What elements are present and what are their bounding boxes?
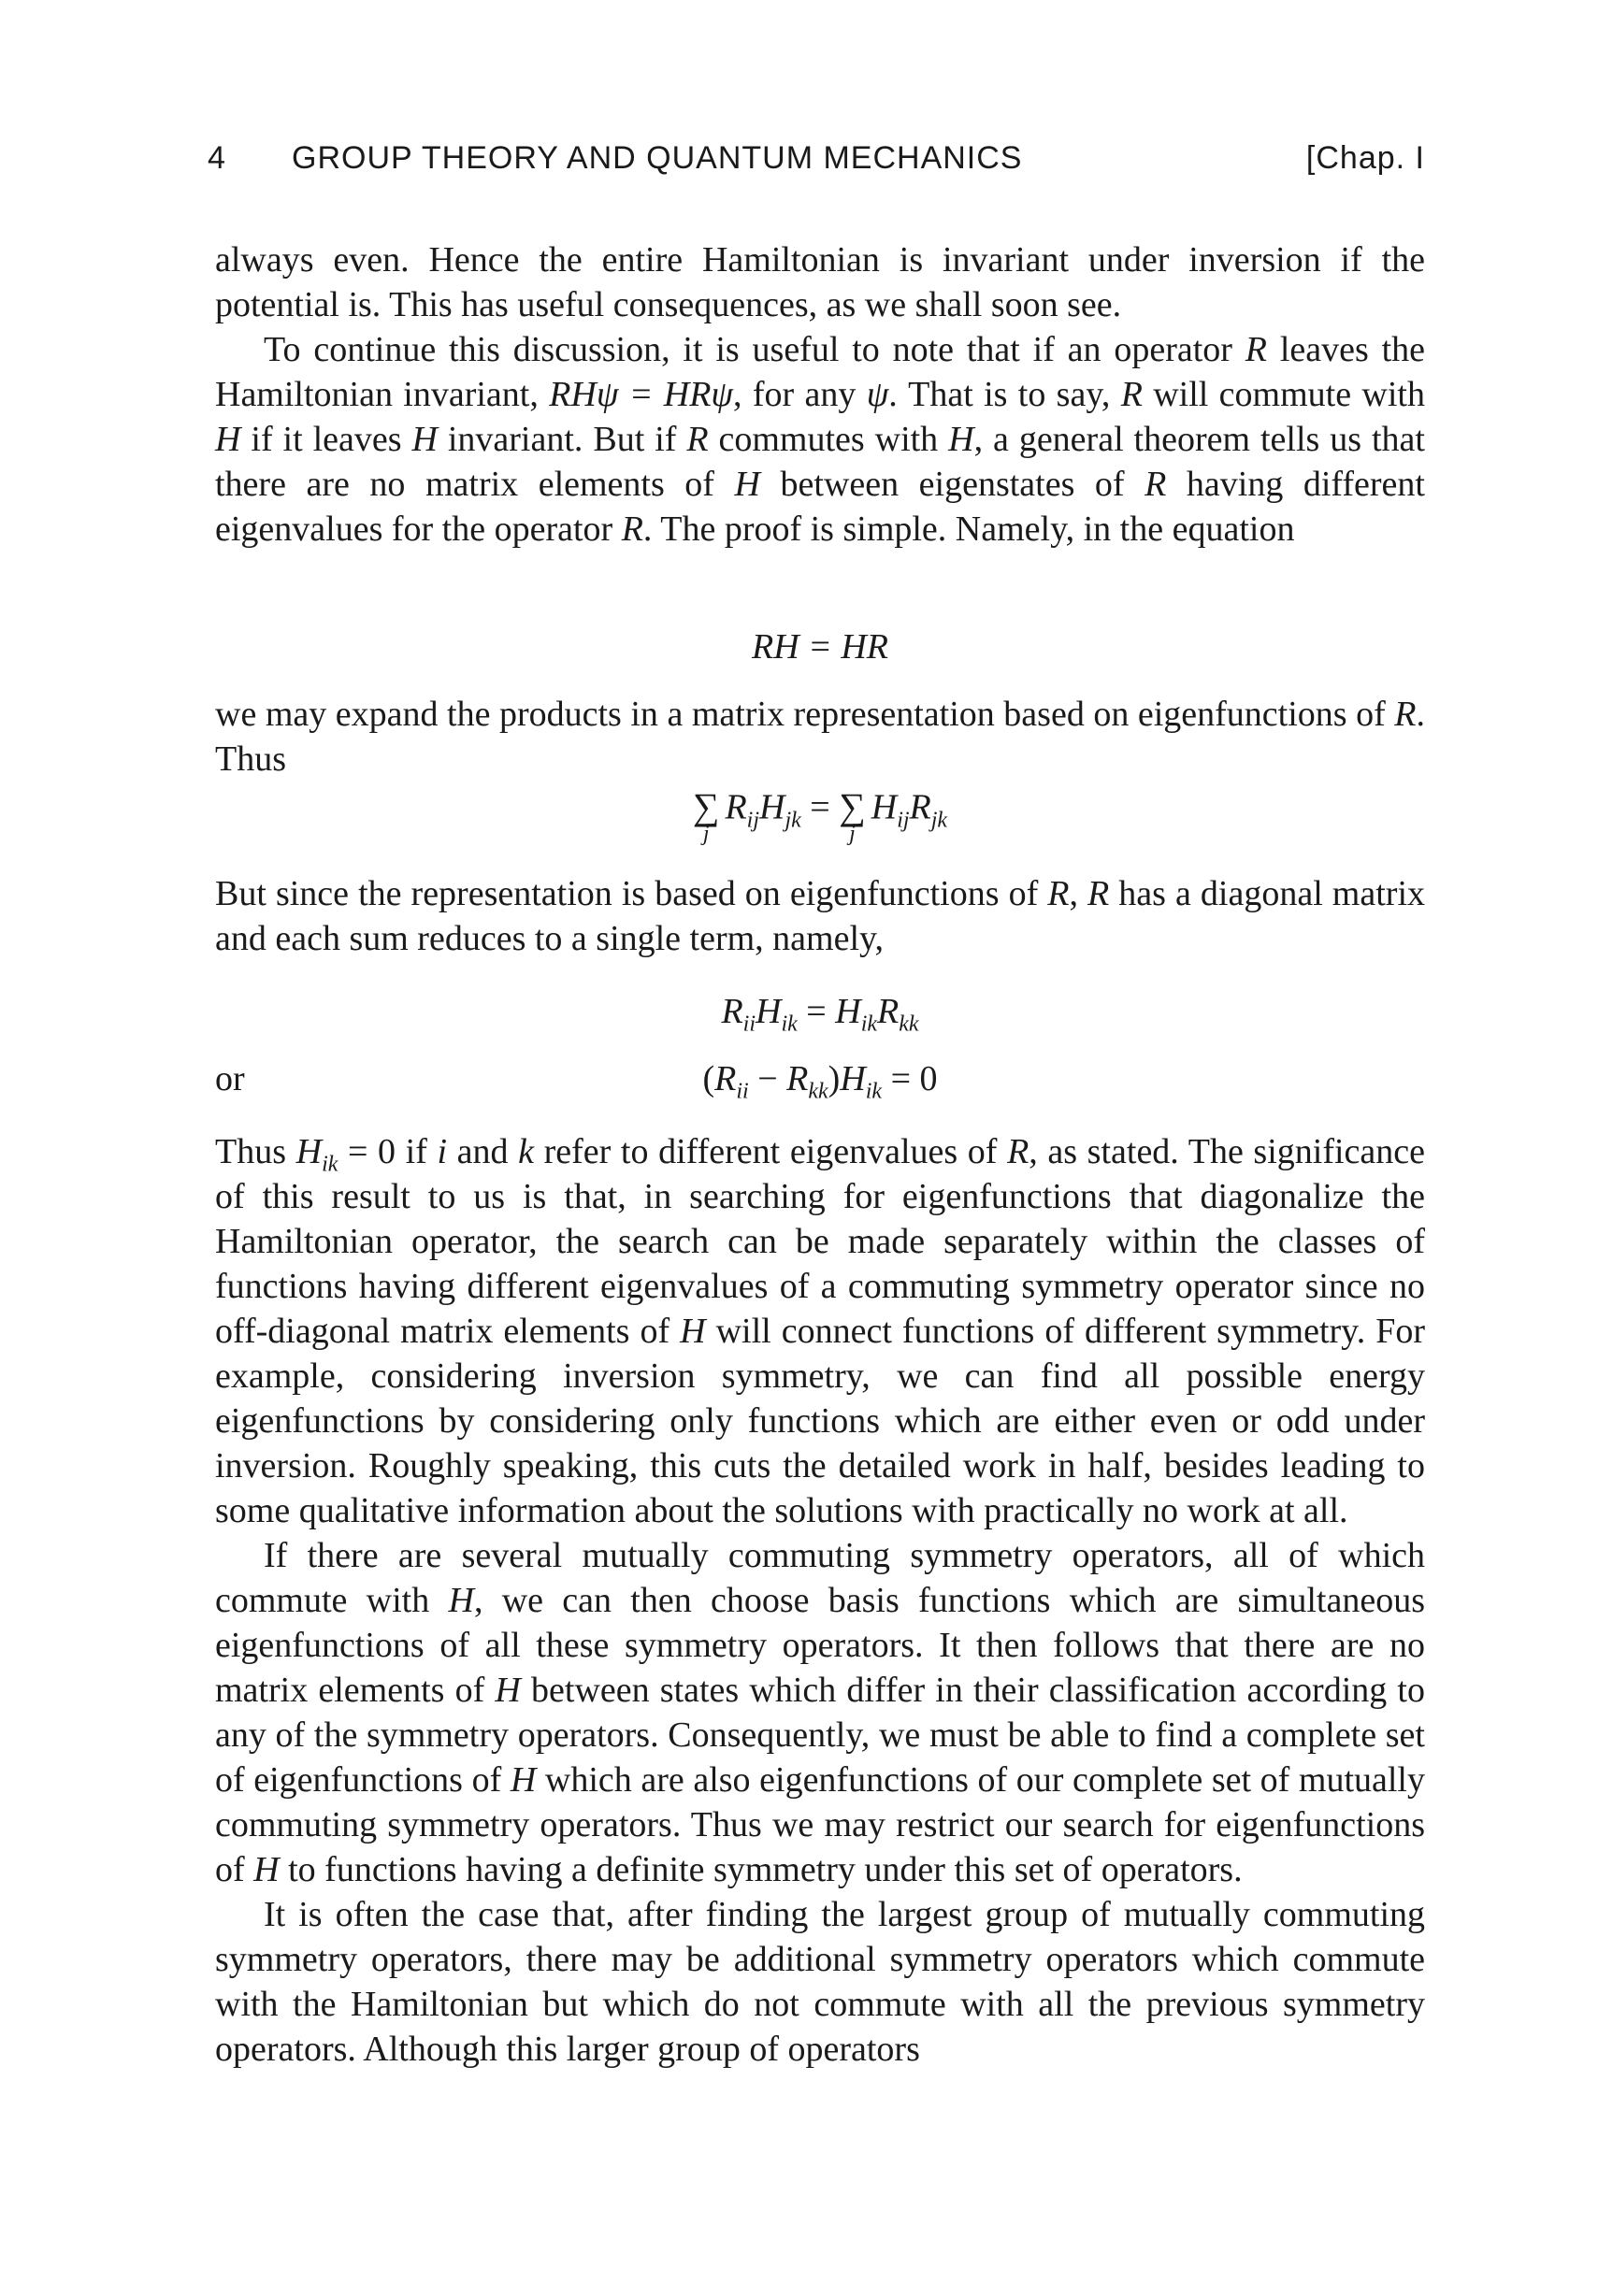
equation-diagonal: $R_{ii}H_{ik} = H_{ik}R_{kk}$ xyxy=(721,992,919,1037)
paragraph-2: To continue this discussion, it is useful to note that if an operator R leaves the Hamiltonian invariant, RHψ = HRψ, for any ψ. That is to say, R will commute with H if it leaves H invariant. But if R commutes with H, a general theorem tells us that there are no matrix elements of H between eigenstates of R having different eigenvalues for the operator R. The proof is simple. Namely, in the equation xyxy=(215,330,1426,549)
sum-symbol-left: ∑ j xyxy=(692,785,720,846)
equation-matrix-sum: ∑ j $R_{ij}H_{jk}$ = ∑ j $H_{ij}R_{jk}$ xyxy=(692,785,948,846)
equation-rh-hr: RH = HR xyxy=(752,627,888,667)
running-title: GROUP THEORY AND QUANTUM MECHANICS xyxy=(292,140,1023,176)
paragraph-3: we may expand the products in a matrix representation based on eigenfunctions of R. Thus xyxy=(215,695,1425,779)
text-block-4 xyxy=(215,1129,1425,2072)
or-label: or xyxy=(215,1059,245,1098)
page-number: 4 xyxy=(208,140,226,176)
text-block-1 xyxy=(215,237,1425,552)
text-block-3 xyxy=(215,871,1425,961)
paragraph-1: always even. Hence the entire Hamiltonian is invariant under inversion if the potential is. This has useful consequences, as we shall soon see. xyxy=(215,240,1425,324)
paragraph-4: But since the representation is based on eigenfunctions of R, R has a diagonal matrix and each sum reduces to a single term, namely, xyxy=(215,874,1426,958)
text-block-2 xyxy=(215,692,1425,782)
page-header xyxy=(208,140,1425,187)
paragraph-7: It is often the case that, after finding the largest group of mutually commuting symmetry operators, there may be additional symmetry operators which commute with the Hamiltonian but which do not commute with all the previous symmetry operators. Although this larger group of operators xyxy=(215,1895,1425,2069)
paragraph-5: Thus $H_{ik} = 0$ if i and k refer to different eigenvalues of R, as stated. The significance of this result to us is that, in searching for eigenfunctions that diagonalize the Hamiltonian operator, the search can be made separately within the classes of functions having different eigenvalues of a commuting symmetry operator since no off-diagonal matrix elements of H will connect functions of different symmetry. For example, considering inversion symmetry, we can find all possible energy eigenfunctions by considering only functions which are either even or odd under inversion. Roughly speaking, this cuts the detailed work in half, besides leading to some qualitative information about the solutions with practically no work at all. xyxy=(215,1132,1426,1530)
chapter-label: [Chap. I xyxy=(1305,140,1425,176)
equation-difference: $(R_{ii} - R_{kk})H_{ik} = 0$ xyxy=(702,1059,938,1104)
paragraph-6: If there are several mutually commuting symmetry operators, all of which commute with H, we can then choose basis functions which are simultaneous eigenfunctions of all these symmetry operators. It then follows that there are no matrix elements of H between states which differ in their classification according to any of the symmetry operators. Consequently, we must be able to find a complete set of eigenfunctions of H which are also eigenfunctions of our complete set of mutually commuting symmetry operators. Thus we may restrict our search for eigenfunctions of H to functions having a definite symmetry under this set of operators. xyxy=(215,1536,1426,1889)
sum-symbol-right: ∑ j xyxy=(839,785,866,846)
